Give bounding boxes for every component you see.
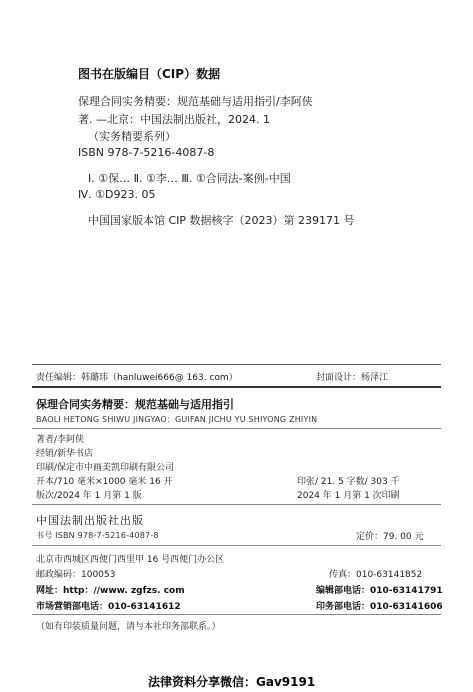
cip-record-line: 中国国家版本馆 CIP 数据核字（2023）第 239171 号 bbox=[88, 214, 355, 227]
divider-book bbox=[32, 428, 441, 429]
printing-phone: 印务部电话：010-63141606 bbox=[316, 602, 443, 612]
book-impression: 2024 年 1 月第 1 次印刷 bbox=[297, 491, 400, 501]
divider-bottom bbox=[32, 614, 441, 615]
editorial-phone: 编辑部电话：010-63141791 bbox=[316, 586, 443, 596]
publisher-fax: 传真：010-63141852 bbox=[329, 570, 423, 580]
publisher-postcode: 邮政编码：100053 bbox=[36, 570, 116, 580]
publisher-isbn: 书号 ISBN 978-7-5216-4087-8 bbox=[36, 531, 159, 540]
divider-thick bbox=[32, 386, 441, 388]
book-sheets-words: 印张/ 21. 5 字数/ 303 千 bbox=[297, 477, 400, 487]
publisher-website: 网址：http：//www. zgfzs. com bbox=[36, 586, 185, 596]
cip-isbn-line: ISBN 978-7-5216-4087-8 bbox=[78, 146, 215, 159]
book-printer: 印刷/保定市中画美凯印刷有限公司 bbox=[36, 463, 175, 473]
responsible-editor: 责任编辑：韩璐玮（hanluwei666@ 163. com） bbox=[36, 373, 238, 383]
cip-title-line: 保理合同实务精要：规范基础与适用指引/李阿侠 bbox=[78, 95, 313, 108]
divider-top bbox=[32, 364, 441, 365]
book-author: 著者/李阿侠 bbox=[36, 435, 85, 445]
book-edition: 版次/2024 年 1 月第 1 版 bbox=[36, 491, 142, 501]
cip-classification-line: Ⅰ. ①保… Ⅱ. ①李… Ⅲ. ①合同法-案例-中国 bbox=[88, 172, 291, 185]
divider-publisher bbox=[32, 504, 441, 505]
cip-heading: 图书在版编目（CIP）数据 bbox=[78, 67, 221, 81]
book-distributor: 经销/新华书店 bbox=[36, 449, 94, 459]
marketing-phone: 市场营销部电话：010-63141612 bbox=[36, 602, 181, 612]
book-format: 开本/710 毫米×1000 毫米 16 开 bbox=[36, 477, 173, 487]
publisher-address: 北京市西城区西便门西里甲 16 号西便门办公区 bbox=[36, 555, 225, 565]
book-price: 定价：79. 00 元 bbox=[356, 532, 424, 542]
cip-author-line: 著. —北京：中国法制出版社，2024. 1 bbox=[78, 113, 270, 126]
book-title-pinyin: BAOLI HETONG SHIWU JINGYAO：GUIFAN JICHU YU SHIYONG ZHIYIN bbox=[36, 415, 318, 424]
cip-series-line: （实务精要系列） bbox=[88, 130, 176, 143]
cover-designer: 封面设计：杨泽江 bbox=[316, 373, 389, 383]
watermark-text: 法律资料分享微信：Gav9191 bbox=[148, 675, 316, 689]
publisher-name: 中国法制出版社出版 bbox=[36, 514, 144, 527]
quality-notice: （如有印装质量问题，请与本社印务部联系。） bbox=[36, 622, 221, 632]
book-title: 保理合同实务精要：规范基础与适用指引 bbox=[36, 398, 234, 411]
cip-class-number-line: Ⅳ. ①D923. 05 bbox=[78, 188, 156, 201]
divider-contact bbox=[32, 545, 441, 546]
